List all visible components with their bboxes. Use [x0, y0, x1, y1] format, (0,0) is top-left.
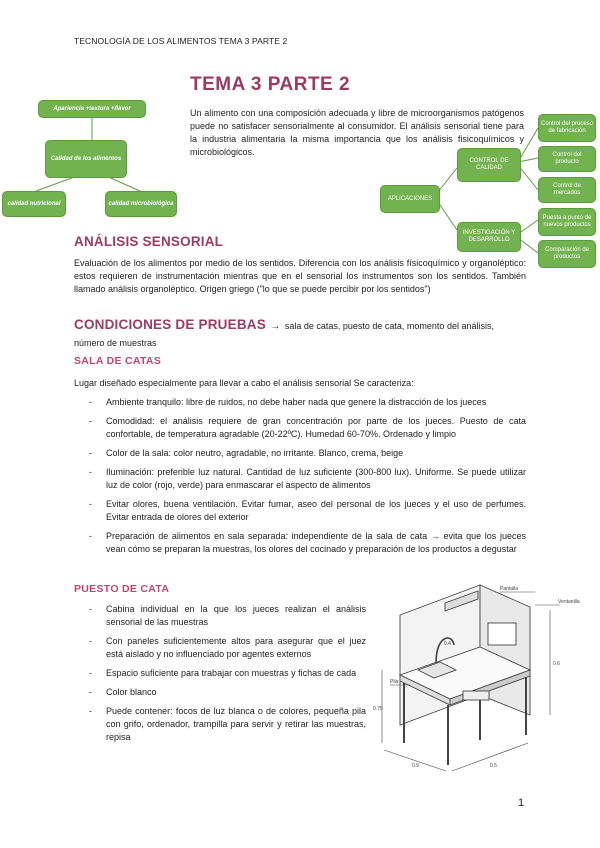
- diagram-node-nutricional: calidad nutricional: [2, 191, 66, 217]
- analisis-paragraph: Evaluación de los alimentos por medio de los sentidos. Diferencia con los análisis físicoquímico y organoléptico: estos requieren de instrumentación mientras que en el sensorial los instrumentos son los sentidos. También llamado análisis organoléptico. Origen griego ("lo que se puede percibir por los sentidos"): [74, 258, 526, 294]
- list-item: - Color de la sala: color neutro, agradable, no irritante. Blanco, crema, beige: [74, 447, 526, 460]
- diagram-node-control-mercados: Control de mercados: [538, 177, 596, 203]
- heading-puesto-cata: PUESTO DE CATA: [74, 583, 170, 595]
- dimension-faucet: 0.4: [444, 641, 451, 647]
- label-pila: Pila: [390, 679, 399, 685]
- list-item: - Comodidad: el análisis requiere de gran concentración por parte de los jueces. Puesto de cata confortable, de temperatura agradable (20-22ºC). Humedad 60-70%. Ordenado y limpio: [74, 415, 526, 441]
- dimension-width: 0.9: [412, 763, 419, 769]
- page-number: 1: [518, 797, 525, 809]
- puesto-list: [74, 603, 366, 750]
- sala-list: [74, 396, 526, 562]
- diagram-node-apariencia: Apariencia +textura +flavor: [38, 100, 146, 118]
- list-item: - Con paneles suficientemente altos para asegurar que el juez está aislado y no influenciado por agentes externos: [74, 635, 366, 661]
- list-item: - Evitar olores, buena ventilación. Evitar fumar, aseo del personal de los jueces y el uso de perfumes. Evitar entrada de olores del exterior: [74, 498, 526, 524]
- condiciones-text: sala de catas, puesto de cata, momento del análisis, número de muestras: [74, 321, 494, 348]
- dimension-height: 0.75: [373, 706, 383, 712]
- list-item: - Color blanco: [74, 686, 366, 699]
- sala-intro: Lugar diseñado especialmente para llevar a cabo el análisis sensorial Se caracteriza:: [74, 378, 414, 388]
- diagram-node-investigacion: INVESTIGACIÓN Y DESARROLLO: [457, 222, 521, 252]
- list-item: - Iluminación: preferible luz natural. Cantidad de luz suficiente (300-800 lux). Uniforme. Se puede utilizar luz de color (rojo, verde) para enmascarar el aspecto de alimentos: [74, 466, 526, 492]
- heading-condiciones: CONDICIONES DE PRUEBAS: [74, 317, 266, 332]
- list-item: - Preparación de alimentos en sala separada: independiente de la sala de cata → evita que los jueces vean cómo se preparan la muestras, los olores del cocinado y preparación de los productos a degustar: [74, 530, 526, 556]
- diagram-node-comparacion: Comparación de productos: [538, 240, 596, 268]
- diagram-node-calidad: Calidad de los alimentos: [45, 140, 127, 178]
- diagram-node-control-calidad: CONTROL DE CALIDAD: [457, 148, 521, 182]
- condiciones-line: [74, 317, 526, 351]
- diagram-node-nuevos-productos: Puesta a punto de nuevos productos: [538, 208, 596, 236]
- dimension-depth: 0.5: [490, 763, 497, 769]
- list-item: - Puede contener: focos de luz blanca o de colores, pequeña pila con grifo, ordenador, trampilla para servir y retirar las muestras, repisa: [74, 705, 366, 744]
- diagram-node-microbiologica: calidad microbiológica: [105, 191, 177, 217]
- label-ventanilla: Ventanilla: [558, 599, 580, 605]
- document-header: TECNOLOGÍA DE LOS ALIMENTOS TEMA 3 PARTE 2: [74, 36, 288, 46]
- dimension-panel: 0.6: [553, 661, 560, 667]
- list-item: - Espacio suficiente para trabajar con muestras y fichas de cada: [74, 667, 366, 680]
- list-item: - Ambiente tranquilo: libre de ruidos, no debe haber nada que genere la distracción de los jueces: [74, 396, 526, 409]
- condiciones-arrow: →: [270, 321, 281, 332]
- heading-sala-catas: SALA DE CATAS: [74, 355, 162, 367]
- diagram-node-aplicaciones: APLICACIONES: [380, 185, 440, 213]
- diagram-node-control-producto: Control del producto: [538, 146, 596, 172]
- heading-analisis-sensorial: ANÁLISIS SENSORIAL: [74, 234, 224, 249]
- label-pantalla: Pantalla: [500, 586, 519, 592]
- page-title: TEMA 3 PARTE 2: [190, 74, 351, 95]
- list-item: - Cabina individual en la que los jueces realizan el análisis sensorial de las muestras: [74, 603, 366, 629]
- intro-paragraph: Un alimento con una composición adecuada y libre de microorganismos patógenos puede no satisfacer sensorialmente al consumidor. El análisis sensorial tiene para la industria alimentaria la misma importancia que los análisis fisicoquímicos y microbiológicos.: [190, 108, 524, 157]
- tasting-booth-drawing: [370, 575, 600, 775]
- diagram-node-control-proceso: Control del proceso de fabricación: [538, 114, 596, 142]
